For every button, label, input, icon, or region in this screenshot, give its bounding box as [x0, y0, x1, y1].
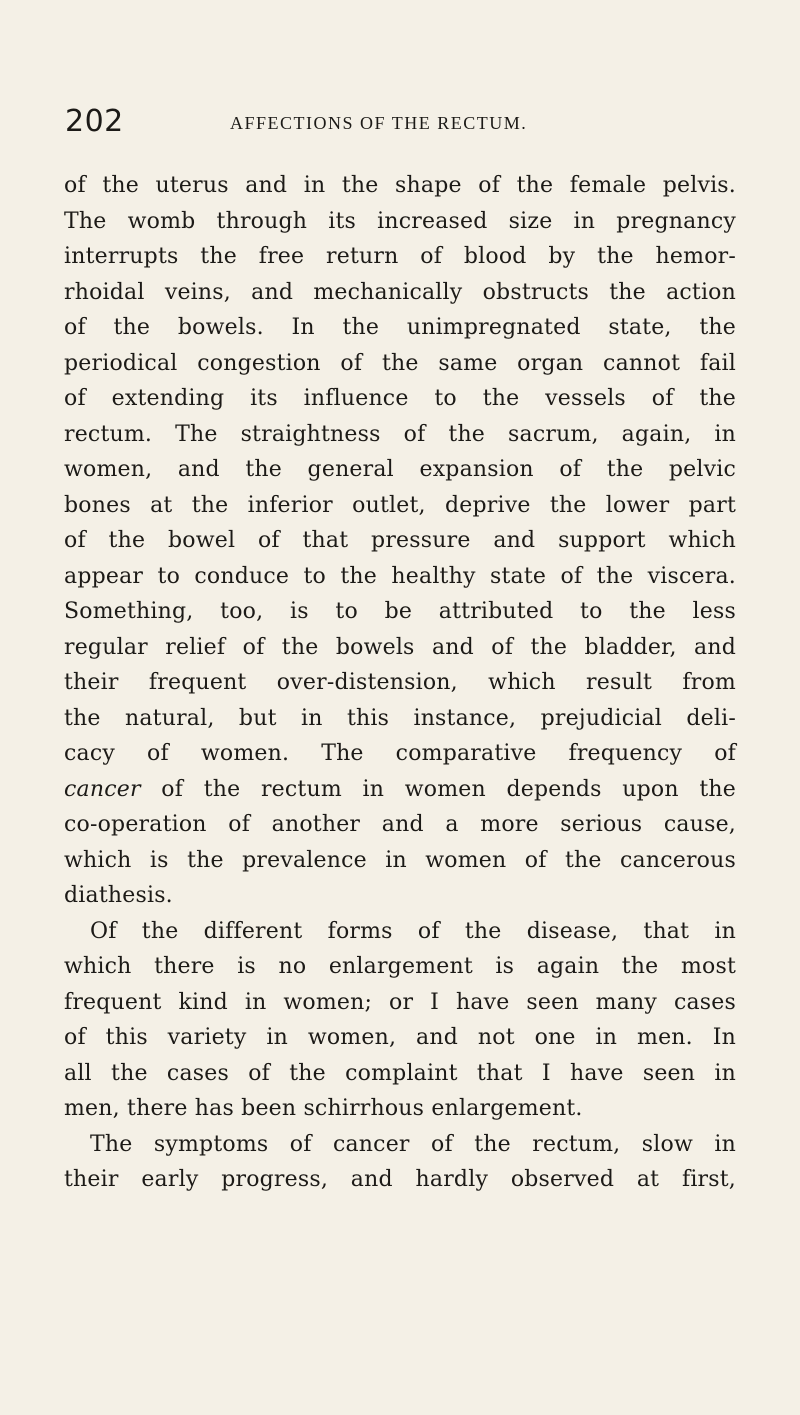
text-line: of this variety in women, and not one in men. In — [64, 1025, 736, 1050]
body-text — [64, 168, 736, 1198]
text-line: periodical congestion of the same organ cannot fail — [64, 350, 736, 376]
text-line: rhoidal veins, and mechanically obstructs the action — [64, 279, 736, 305]
text-line: women, and the general expansion of the pelvic — [64, 457, 736, 482]
text-line: cacy of women. The comparative frequency of — [64, 741, 736, 766]
text-line: regular relief of the bowels and of the bladder, and — [64, 634, 736, 660]
text-line: men, there has been schirrhous enlargement. — [64, 1096, 583, 1121]
text-line: of extending its influence to the vessels of the — [64, 386, 736, 411]
italic-word-cancer: cancer — [64, 776, 141, 802]
text-line: all the cases of the complaint that I have seen in — [64, 1060, 736, 1086]
text-line: which is the prevalence in women of the cancerous — [64, 847, 736, 873]
text-line: bones at the inferior outlet, deprive the lower part — [64, 492, 736, 518]
paragraph-start-line: The symptoms of cancer of the rectum, slow in — [90, 1131, 736, 1157]
text-line: of the bowels. In the unimpregnated state, the — [64, 315, 736, 340]
paragraph-start-line: Of the different forms of the disease, that in — [90, 918, 736, 944]
text-line-rest: of the rectum in women depends upon the — [140, 776, 736, 802]
text-line: The womb through its increased size in pregnancy — [64, 208, 736, 234]
text-line: their frequent over-distension, which result from — [64, 670, 736, 695]
text-line: interrupts the free return of blood by the hemor- — [64, 244, 736, 269]
running-head: AFFECTIONS OF THE RECTUM. — [230, 113, 528, 133]
text-line: appear to conduce to the healthy state of the viscera. — [64, 563, 736, 589]
text-line: rectum. The straightness of the sacrum, again, in — [64, 421, 736, 447]
text-line: of the uterus and in the shape of the female pelvis. — [64, 173, 736, 198]
page-header — [0, 102, 800, 142]
text-line: Something, too, is to be attributed to the less — [64, 599, 736, 624]
text-line-cancer — [64, 772, 736, 808]
page-number: 202 — [65, 104, 124, 139]
text-line: diathesis. — [64, 883, 173, 908]
text-line: of the bowel of that pressure and support which — [64, 528, 736, 553]
text-line: their early progress, and hardly observed at first, — [64, 1167, 736, 1192]
text-line: the natural, but in this instance, prejudicial deli- — [64, 705, 736, 731]
text-line: which there is no enlargement is again the most — [64, 954, 736, 979]
text-line: co-operation of another and a more serious cause, — [64, 812, 736, 837]
text-line: frequent kind in women; or I have seen many cases — [64, 989, 736, 1015]
